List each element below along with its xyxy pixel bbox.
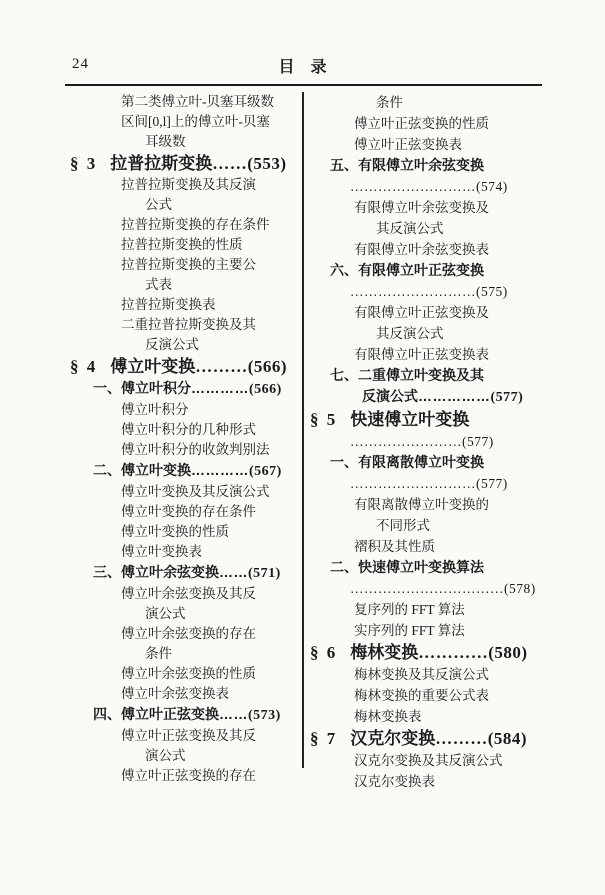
entry-title: 梅林变换的重要公式表 xyxy=(354,688,489,703)
toc-entry-item xyxy=(65,766,305,786)
entry-title: 褶积及其性质 xyxy=(354,539,435,554)
entry-title: 演公式 xyxy=(145,748,186,763)
toc-entry-sub xyxy=(65,378,305,400)
toc-entry-item xyxy=(310,197,600,218)
toc-entry-item xyxy=(65,315,305,335)
entry-title: 傅立叶正弦变换及其反 xyxy=(121,728,256,743)
toc-entry-item xyxy=(65,664,305,684)
entry-number: 一、 xyxy=(330,454,358,470)
toc-entry-item xyxy=(310,599,600,620)
entry-number: 二、 xyxy=(93,462,121,478)
entry-title: 二重拉普拉斯变换及其 xyxy=(121,317,256,332)
entry-page: (566) xyxy=(249,382,282,397)
entry-number: 六、 xyxy=(330,262,358,278)
toc-entry-subcont xyxy=(310,386,600,408)
toc-entry-item xyxy=(65,522,305,542)
entry-title: 有限傅立叶余弦变换及 xyxy=(354,200,489,215)
entry-title: 反演公式 xyxy=(362,388,418,404)
toc-entry-item xyxy=(65,482,305,502)
entry-title: 傅立叶余弦变换的存在 xyxy=(121,626,256,641)
page-title: 目 录 xyxy=(278,59,327,76)
toc-entry-cont xyxy=(310,323,600,344)
toc-entry-item xyxy=(65,502,305,522)
toc-entry-dots xyxy=(310,281,600,302)
toc-entry-cont xyxy=(310,515,600,536)
entry-page: (577) xyxy=(462,434,494,449)
toc-entry-item xyxy=(65,400,305,420)
toc-entry-sub xyxy=(310,365,600,386)
toc-entry-item xyxy=(65,235,305,255)
entry-number: § 3 xyxy=(70,154,98,173)
entry-page: (584) xyxy=(487,729,528,748)
toc-entry-sub xyxy=(310,260,600,281)
entry-title: 有限傅立叶正弦变换 xyxy=(358,262,484,278)
dot-leader: ………… xyxy=(191,462,249,478)
entry-title: 汉克尔变换及其反演公式 xyxy=(354,753,503,768)
entry-title: 拉普拉斯变换的存在条件 xyxy=(121,217,270,232)
toc-entry-section xyxy=(310,727,600,750)
toc-entry-item xyxy=(310,771,600,792)
toc-entry-cont xyxy=(65,195,305,215)
toc-entry-item xyxy=(310,536,600,557)
entry-title: 梅林变换表 xyxy=(354,709,422,724)
toc-entry-item xyxy=(310,113,600,134)
entry-title: 区间[0,l]上的傅立叶-贝塞 xyxy=(121,114,270,129)
entry-page: (553) xyxy=(247,154,287,173)
dot-leader: …… xyxy=(219,564,248,580)
toc-entry-cont xyxy=(65,275,305,295)
dot-leader: ……………………… xyxy=(350,476,476,491)
entry-title: 梅林变换及其反演公式 xyxy=(354,667,489,682)
page-number: 24 xyxy=(72,56,89,72)
entry-title: 其反演公式 xyxy=(376,221,444,236)
entry-page: (566) xyxy=(247,357,288,376)
entry-title: 梅林变换 xyxy=(350,643,419,662)
toc-column-right xyxy=(310,92,600,792)
toc-entry-item xyxy=(65,684,305,704)
toc-entry-section xyxy=(65,355,305,378)
entry-page: (578) xyxy=(504,581,536,596)
toc-entry-item xyxy=(65,420,305,440)
entry-title: 汉克尔变换 xyxy=(350,729,436,748)
dot-leader: ………… xyxy=(191,380,249,396)
toc-entry-sub xyxy=(65,704,305,726)
entry-number: 四、 xyxy=(93,706,121,722)
toc-entry-sub xyxy=(310,452,600,473)
dot-leader: ……………………… xyxy=(350,284,476,299)
toc-entry-item xyxy=(310,239,600,260)
entry-page: (577) xyxy=(476,476,508,491)
entry-title: 傅立叶变换及其反演公式 xyxy=(121,484,270,499)
entry-title: 拉普拉斯变换表 xyxy=(121,297,216,312)
entry-title: 第二类傅立叶-贝塞耳级数 xyxy=(121,94,274,109)
entry-title: 复序列的 FFT 算法 xyxy=(354,602,465,617)
entry-page: (567) xyxy=(249,464,282,479)
toc-entry-cont xyxy=(310,218,600,239)
toc-entry-item xyxy=(310,494,600,515)
entry-title: 傅立叶正弦变换的性质 xyxy=(354,116,489,131)
entry-title: 其反演公式 xyxy=(376,326,444,341)
entry-title: 傅立叶余弦变换的性质 xyxy=(121,666,256,681)
entry-title: 实序列的 FFT 算法 xyxy=(354,623,465,638)
entry-title: 有限傅立叶正弦变换及 xyxy=(354,305,489,320)
toc-entry-cont xyxy=(65,644,305,664)
entry-title: 汉克尔变换表 xyxy=(354,774,435,789)
entry-title: 拉普拉斯变换 xyxy=(110,154,213,173)
toc-entry-dots xyxy=(310,473,600,494)
entry-title: 式表 xyxy=(145,277,172,292)
toc-entry-item xyxy=(310,620,600,641)
entry-page: (575) xyxy=(476,284,508,299)
dot-leader: …… xyxy=(212,154,248,173)
toc-entry-item xyxy=(65,215,305,235)
entry-title: 有限傅立叶正弦变换表 xyxy=(354,347,489,362)
toc-entry-cont xyxy=(65,746,305,766)
entry-number: 七、 xyxy=(330,367,358,383)
dot-leader: ……………………… xyxy=(350,179,476,194)
entry-title: 傅立叶变换表 xyxy=(121,544,202,559)
toc-entry-item xyxy=(65,175,305,195)
entry-number: § 5 xyxy=(310,410,338,429)
entry-title: 有限离散傅立叶变换的 xyxy=(354,497,489,512)
toc-entry-item xyxy=(310,344,600,365)
toc-entry-sub xyxy=(310,557,600,578)
entry-number: 三、 xyxy=(93,564,121,580)
dot-leader: …………………… xyxy=(350,434,462,449)
toc-entry-item xyxy=(65,295,305,315)
dot-leader: …… xyxy=(219,706,248,722)
entry-title: 傅立叶余弦变换及其反 xyxy=(121,586,256,601)
toc-entry-item xyxy=(310,685,600,706)
entry-title: 傅立叶余弦变换表 xyxy=(121,686,229,701)
toc-entry-item xyxy=(310,664,600,685)
toc-entry-sub xyxy=(65,562,305,584)
entry-title: 条件 xyxy=(145,646,172,661)
toc-column-left xyxy=(65,92,305,786)
toc-entry-section xyxy=(310,408,600,431)
entry-title: 傅立叶正弦变换 xyxy=(121,706,219,722)
entry-title: 傅立叶积分 xyxy=(121,380,191,396)
toc-entry-item xyxy=(65,624,305,644)
entry-number: § 6 xyxy=(310,643,338,662)
entry-title: 有限傅立叶余弦变换 xyxy=(358,157,484,173)
entry-number: 五、 xyxy=(330,157,358,173)
dot-leader: …………………………… xyxy=(350,581,504,596)
entry-title: 傅立叶正弦变换的存在 xyxy=(121,768,256,783)
entry-title: 耳级数 xyxy=(145,134,186,149)
toc-entry-item xyxy=(310,750,600,771)
entry-title: 二重傅立叶变换及其 xyxy=(358,367,484,383)
entry-title: 快速傅立叶变换 xyxy=(350,410,470,429)
entry-title: 傅立叶积分的几种形式 xyxy=(121,422,256,437)
dot-leader: ………… xyxy=(418,643,489,662)
toc-entry-item xyxy=(65,112,305,132)
entry-title: 傅立叶变换的性质 xyxy=(121,524,229,539)
entry-page: (573) xyxy=(248,708,281,723)
entry-title: 有限离散傅立叶变换 xyxy=(358,454,484,470)
toc-entry-item xyxy=(65,584,305,604)
entry-title: 有限傅立叶余弦变换表 xyxy=(354,242,489,257)
entry-number: § 4 xyxy=(70,357,98,376)
toc-entry-item xyxy=(65,440,305,460)
entry-number: § 7 xyxy=(310,729,338,748)
header-rule xyxy=(65,84,542,86)
toc-entry-dots xyxy=(310,431,600,452)
toc-entry-item xyxy=(65,542,305,562)
entry-title: 公式 xyxy=(145,197,172,212)
toc-entry-item xyxy=(310,134,600,155)
toc-entry-dots xyxy=(310,176,600,197)
toc-entry-item xyxy=(310,706,600,727)
dot-leader: ……… xyxy=(435,729,488,748)
entry-title: 反演公式 xyxy=(145,337,199,352)
entry-number: 一、 xyxy=(93,380,121,396)
entry-title: 傅立叶变换 xyxy=(121,462,191,478)
dot-leader: ……… xyxy=(195,357,248,376)
toc-entry-cont xyxy=(65,604,305,624)
toc-entry-sub xyxy=(65,460,305,482)
entry-title: 拉普拉斯变换的主要公 xyxy=(121,257,256,272)
toc-entry-item xyxy=(310,302,600,323)
toc-entry-cont xyxy=(65,132,305,152)
entry-page: (577) xyxy=(490,390,524,405)
entry-title: 快速傅立叶变换算法 xyxy=(358,559,484,575)
entry-title: 傅立叶变换 xyxy=(110,357,196,376)
entry-title: 拉普拉斯变换的性质 xyxy=(121,237,243,252)
dot-leader: …………… xyxy=(418,388,491,404)
toc-entry-cont xyxy=(65,335,305,355)
toc-entry-item xyxy=(65,255,305,275)
entry-title: 傅立叶正弦变换表 xyxy=(354,137,462,152)
entry-page: (571) xyxy=(248,566,281,581)
toc-entry-section xyxy=(310,641,600,664)
entry-page: (574) xyxy=(476,179,508,194)
toc-entry-dots xyxy=(310,578,600,599)
toc-entry-cont xyxy=(310,92,600,113)
entry-number: 二、 xyxy=(330,559,358,575)
entry-title: 傅立叶余弦变换 xyxy=(121,564,219,580)
entry-title: 傅立叶积分 xyxy=(121,402,189,417)
toc-entry-sub xyxy=(310,155,600,176)
toc-entry-section xyxy=(65,152,305,175)
entry-title: 傅立叶变换的存在条件 xyxy=(121,504,256,519)
entry-page: (580) xyxy=(488,643,528,662)
entry-title: 条件 xyxy=(376,95,403,110)
entry-title: 傅立叶积分的收敛判别法 xyxy=(121,442,270,457)
entry-title: 拉普拉斯变换及其反演 xyxy=(121,177,256,192)
toc-entry-item xyxy=(65,92,305,112)
entry-title: 不同形式 xyxy=(376,518,430,533)
entry-title: 演公式 xyxy=(145,606,186,621)
toc-entry-item xyxy=(65,726,305,746)
